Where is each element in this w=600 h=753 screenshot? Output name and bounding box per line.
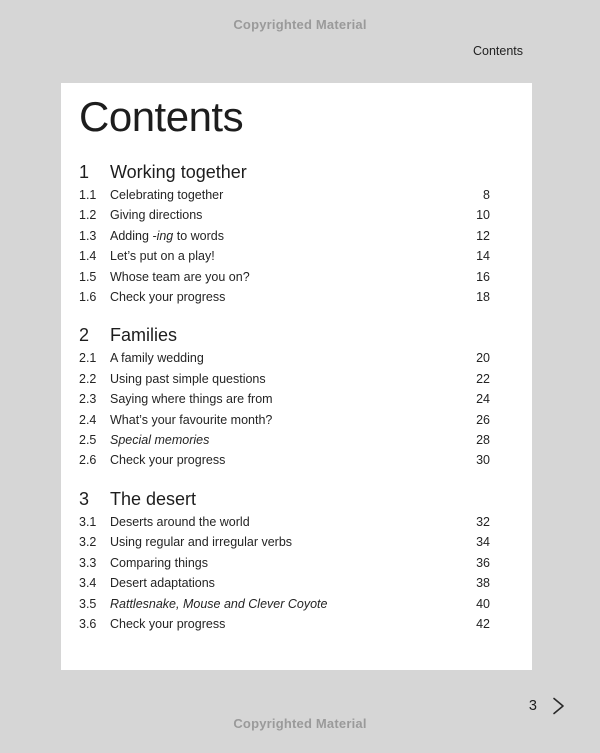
item-number: 1.1 bbox=[79, 188, 97, 202]
item-title-segment: Desert adaptations bbox=[110, 576, 215, 591]
item-title bbox=[110, 553, 476, 573]
item-title-segment: Saying where things are from bbox=[110, 392, 273, 407]
item-number: 3.6 bbox=[79, 616, 97, 631]
item-title bbox=[110, 532, 476, 552]
item-title bbox=[110, 246, 476, 266]
item-number: 1.5 bbox=[79, 269, 97, 284]
item-number: 3.5 bbox=[79, 596, 97, 611]
item-page: 36 bbox=[476, 555, 490, 570]
item-title-segment: Whose team are you on? bbox=[110, 269, 250, 284]
item-title bbox=[110, 573, 476, 593]
item-page: 42 bbox=[476, 616, 490, 631]
item-page: 40 bbox=[476, 596, 490, 611]
item-number: 1.3 bbox=[79, 228, 97, 243]
item-title-segment: Let’s put on a play! bbox=[110, 249, 215, 264]
item-title-segment: What’s your favourite month? bbox=[110, 412, 273, 427]
item-title-segment: A family wedding bbox=[110, 351, 204, 366]
item-title-segment: to words bbox=[173, 228, 224, 243]
item-title-italic-segment: Rattlesnake, Mouse and Clever Coyote bbox=[110, 596, 328, 611]
item-number: 2.6 bbox=[79, 453, 97, 468]
item-page: 30 bbox=[476, 453, 490, 468]
section-heading bbox=[79, 486, 490, 512]
item-title bbox=[110, 450, 476, 470]
item-title-italic-segment: -ing bbox=[152, 228, 174, 243]
running-head: Contents bbox=[472, 44, 523, 58]
item-number: 2.3 bbox=[79, 392, 97, 407]
item-page: 32 bbox=[476, 514, 490, 529]
item-title-segment: Deserts around the world bbox=[110, 514, 250, 529]
section-title: Working together bbox=[110, 162, 247, 182]
item-number: 3.1 bbox=[79, 514, 97, 529]
section-number: 1 bbox=[79, 162, 90, 182]
item-page: 38 bbox=[476, 576, 490, 591]
item-page: 28 bbox=[476, 433, 490, 448]
item-page: 24 bbox=[476, 392, 490, 407]
item-title bbox=[110, 512, 476, 532]
page-title: Contents bbox=[79, 93, 244, 140]
book-page bbox=[61, 83, 532, 670]
pager bbox=[529, 697, 566, 715]
chevron-right-icon[interactable] bbox=[552, 697, 566, 715]
toc-item bbox=[79, 205, 490, 225]
copyright-banner-top: Copyrighted Material bbox=[233, 17, 367, 32]
item-title-segment: Check your progress bbox=[110, 616, 226, 631]
item-title bbox=[110, 185, 483, 205]
toc-item bbox=[79, 553, 490, 573]
toc-item bbox=[79, 614, 490, 634]
item-title bbox=[110, 594, 476, 614]
section-title: Families bbox=[110, 325, 178, 346]
item-title-segment: Using past simple questions bbox=[110, 371, 266, 386]
item-number: 1.4 bbox=[79, 249, 97, 264]
item-title-italic-segment: Special memories bbox=[110, 433, 210, 448]
section-title: The desert bbox=[110, 488, 197, 509]
item-number: 2.5 bbox=[79, 433, 97, 448]
item-page: 12 bbox=[476, 228, 490, 243]
item-title bbox=[110, 205, 476, 225]
item-page: 16 bbox=[476, 269, 490, 284]
item-number: 3.3 bbox=[79, 555, 97, 570]
item-number: 2.2 bbox=[79, 371, 97, 386]
page-indicator: 3 bbox=[528, 698, 537, 714]
toc-item bbox=[79, 532, 490, 552]
toc-item bbox=[79, 267, 490, 287]
toc-sections bbox=[79, 159, 490, 634]
item-title-segment: Celebrating together bbox=[110, 188, 224, 202]
toc-item bbox=[79, 450, 490, 470]
toc-item bbox=[79, 430, 490, 450]
item-title bbox=[110, 348, 476, 368]
item-page: 20 bbox=[476, 351, 490, 366]
item-title-segment: Using regular and irregular verbs bbox=[110, 535, 293, 550]
item-title bbox=[110, 369, 476, 389]
item-title-segment: Comparing things bbox=[110, 555, 208, 570]
item-title bbox=[110, 226, 476, 246]
copyright-banner-bottom: Copyrighted Material bbox=[233, 716, 367, 731]
item-title-segment: Giving directions bbox=[110, 208, 203, 223]
item-title-segment: Check your progress bbox=[110, 290, 226, 305]
item-number: 2.1 bbox=[79, 351, 97, 366]
item-title bbox=[110, 389, 476, 409]
item-page: 26 bbox=[476, 412, 490, 427]
item-title-segment: Adding bbox=[110, 228, 153, 243]
section-heading bbox=[79, 322, 490, 348]
item-page: 10 bbox=[476, 208, 490, 223]
toc-section bbox=[79, 159, 490, 307]
toc-item bbox=[79, 287, 490, 307]
toc-item bbox=[79, 389, 490, 409]
item-title bbox=[110, 267, 476, 287]
toc-item bbox=[79, 185, 490, 205]
item-number: 3.2 bbox=[79, 535, 97, 550]
item-page: 8 bbox=[483, 188, 490, 202]
item-page: 14 bbox=[476, 249, 490, 264]
item-title bbox=[110, 287, 476, 307]
item-number: 3.4 bbox=[79, 576, 97, 591]
toc-item bbox=[79, 369, 490, 389]
toc-section bbox=[79, 486, 490, 634]
item-page: 18 bbox=[476, 290, 490, 305]
toc-section bbox=[79, 322, 490, 470]
item-page: 34 bbox=[476, 535, 490, 550]
section-heading bbox=[79, 159, 490, 185]
item-title bbox=[110, 430, 476, 450]
item-number: 1.2 bbox=[79, 208, 97, 223]
section-number: 2 bbox=[79, 325, 90, 346]
toc-item bbox=[79, 348, 490, 368]
toc-item bbox=[79, 573, 490, 593]
toc-item bbox=[79, 246, 490, 266]
toc-item bbox=[79, 512, 490, 532]
item-number: 2.4 bbox=[79, 412, 97, 427]
item-title bbox=[110, 614, 476, 634]
item-page: 22 bbox=[476, 371, 490, 386]
item-title bbox=[110, 410, 476, 430]
item-number: 1.6 bbox=[79, 290, 97, 305]
item-title-segment: Check your progress bbox=[110, 453, 226, 468]
section-number: 3 bbox=[79, 488, 90, 509]
toc-item bbox=[79, 410, 490, 430]
toc-item bbox=[79, 226, 490, 246]
toc-item bbox=[79, 594, 490, 614]
